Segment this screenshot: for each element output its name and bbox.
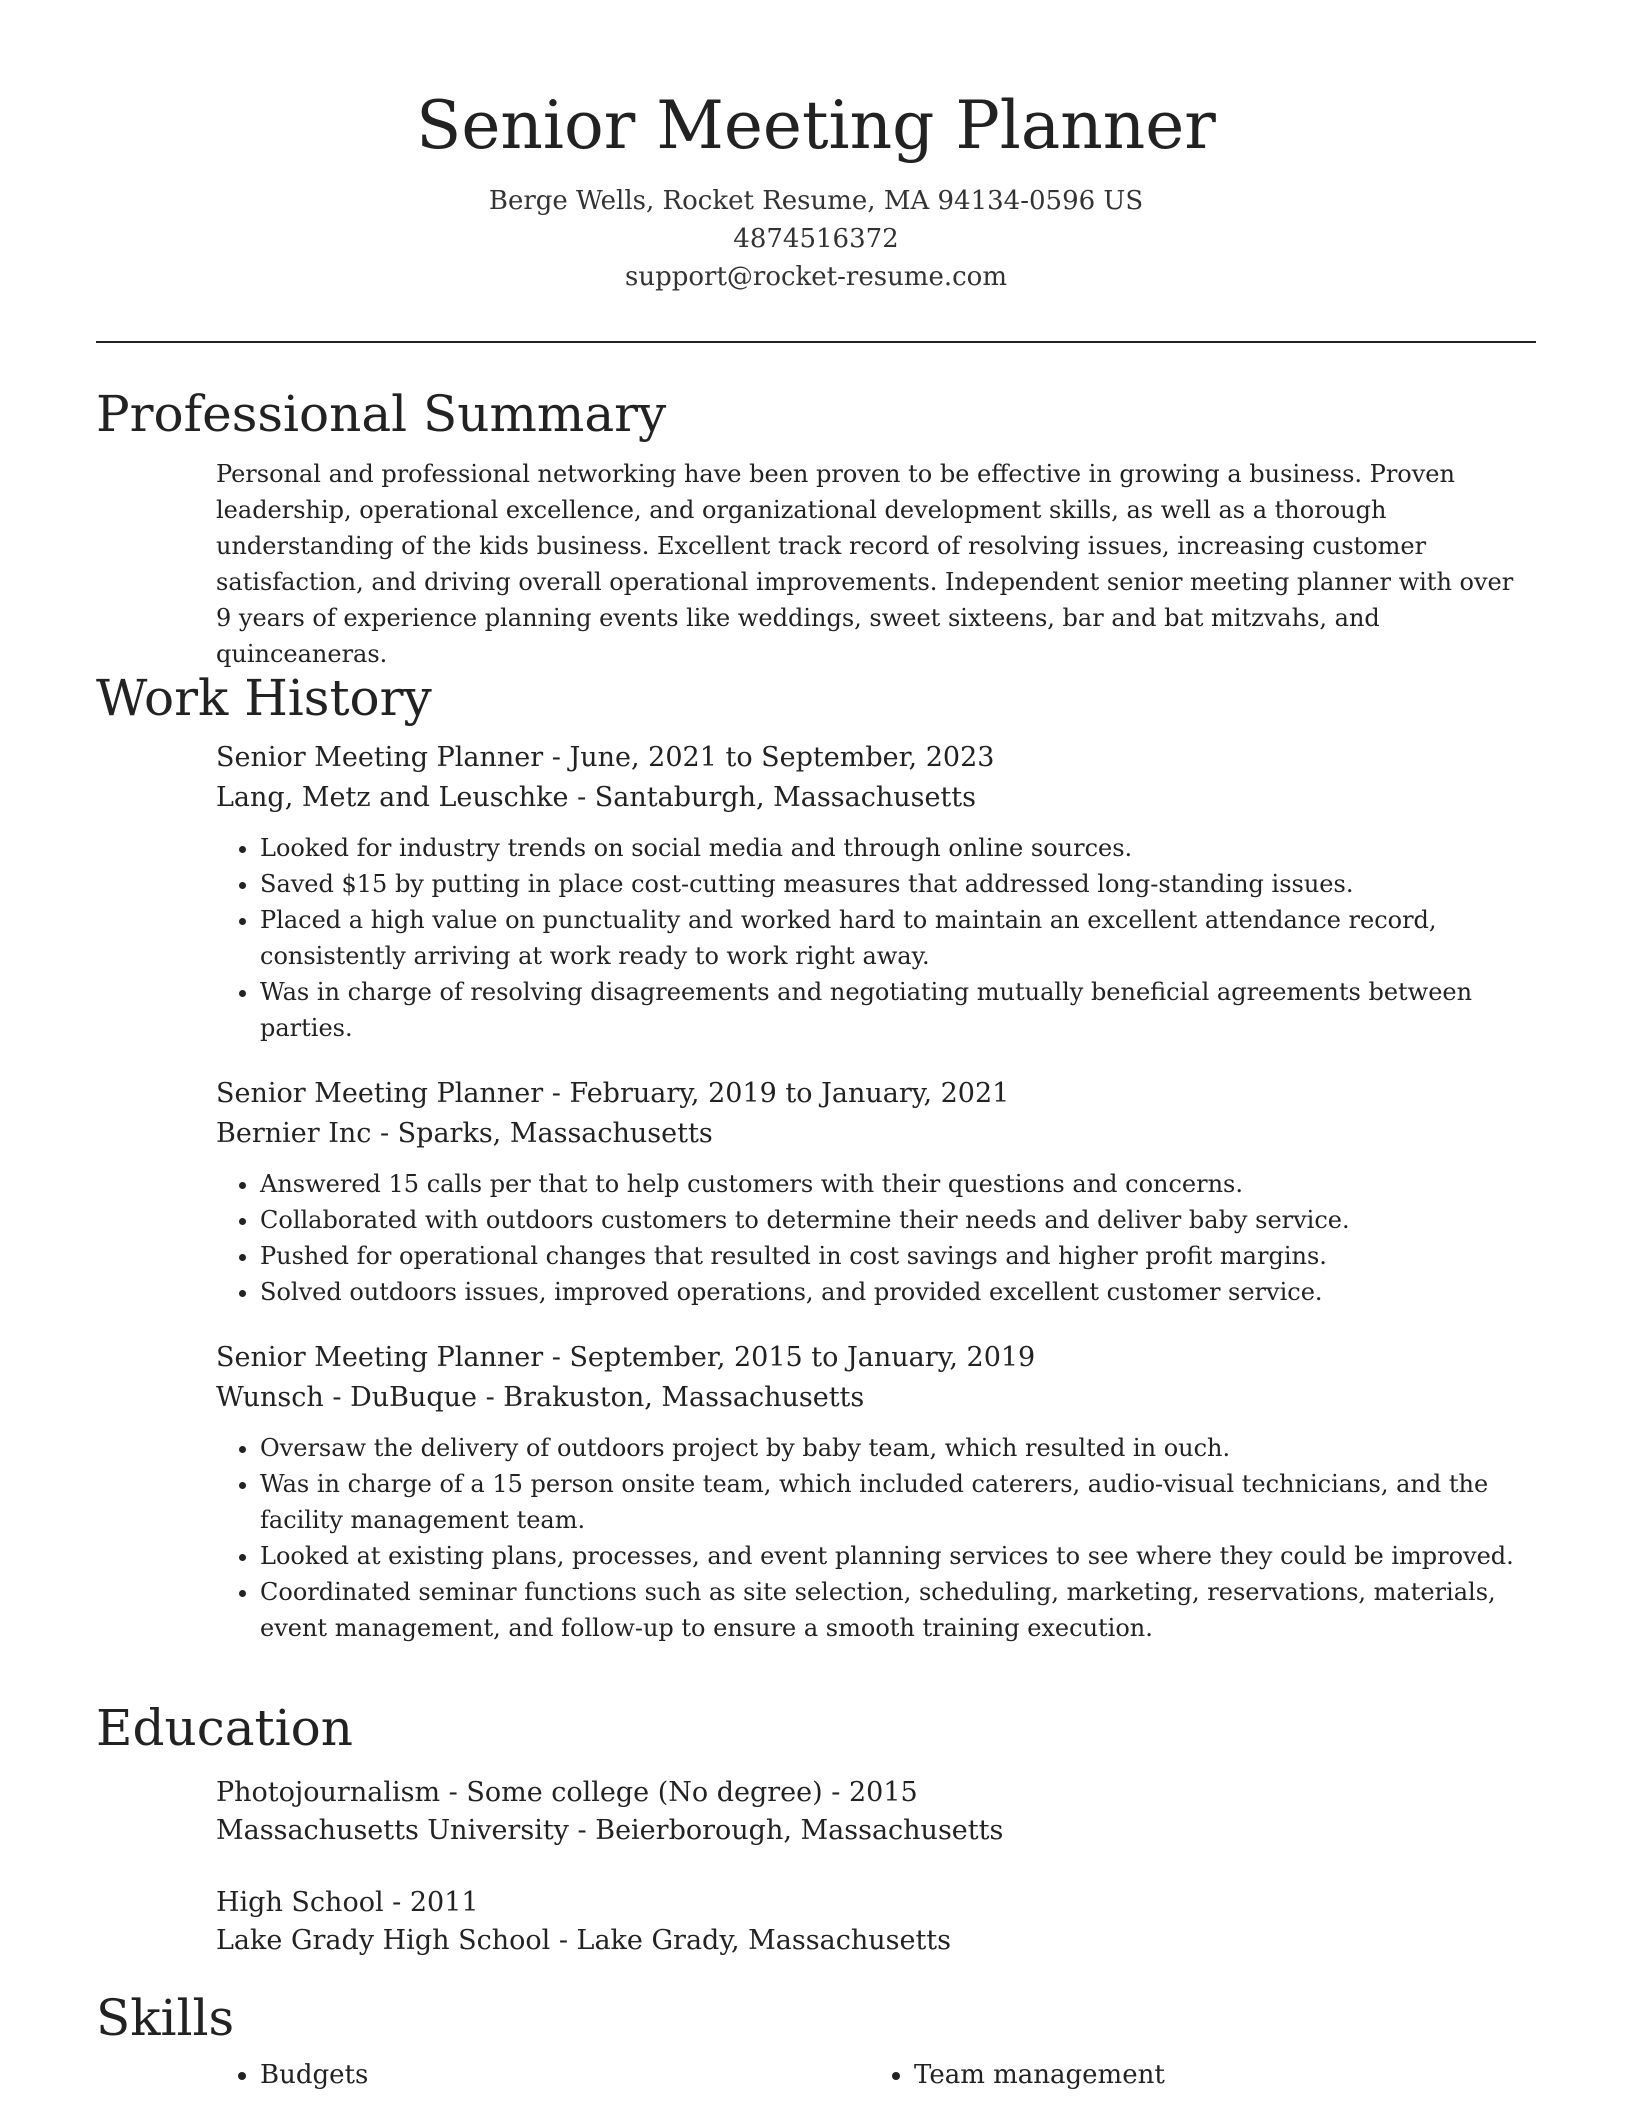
skills-section: [96, 1986, 1536, 2094]
address-text: Berge Wells, Rocket Resume, MA 94134-0596 US: [488, 186, 1144, 216]
education-entry: [216, 1774, 1536, 1850]
job-company-line: Wunsch - DuBuque - Brakuston, Massachusetts: [216, 1382, 865, 1413]
list-item: • Placed a high value on punctuality and worked hard to maintain an excellent attendance record, consistently arriving at work ready to work right away.: [260, 902, 1536, 974]
education-school-line: Massachusetts University - Beierborough, Massachusetts: [216, 1815, 1004, 1846]
job-title-line: Senior Meeting Planner - June, 2021 to September, 2023: [216, 742, 995, 773]
job-entry: [216, 1338, 1536, 1646]
skills-heading: Skills: [96, 1989, 235, 2047]
list-item: • Answered 15 calls per that to help customers with their questions and concerns.: [260, 1166, 1536, 1202]
job-title-line: Senior Meeting Planner - February, 2019 to January, 2021: [216, 1078, 1010, 1109]
email-text: support@rocket-resume.com: [624, 262, 1007, 292]
resume-header: [0, 0, 1632, 296]
job-company-line: Bernier Inc - Sparks, Massachusetts: [216, 1118, 713, 1149]
education-title-line: High School - 2011: [216, 1887, 479, 1918]
summary-heading: Professional Summary: [96, 385, 667, 443]
list-item: • Pushed for operational changes that resulted in cost savings and higher profit margins.: [260, 1238, 1536, 1274]
education-heading: Education: [96, 1699, 353, 1757]
list-item: • Collaborated with outdoors customers to determine their needs and deliver baby service.: [260, 1202, 1536, 1238]
header-divider: [96, 341, 1536, 343]
education-title-line: Photojournalism - Some college (No degree) - 2015: [216, 1777, 918, 1808]
skills-column-right: [870, 2056, 1524, 2094]
summary-section: [96, 382, 1536, 672]
education-section: [96, 1696, 1536, 1994]
list-item: • Was in charge of resolving disagreements and negotiating mutually beneficial agreements between parties.: [260, 974, 1536, 1046]
contact-block: [0, 182, 1632, 296]
education-body: [216, 1774, 1536, 1960]
work-history-section: [96, 666, 1536, 1674]
work-history-body: [216, 738, 1536, 1646]
education-school-line: Lake Grady High School - Lake Grady, Massachusetts: [216, 1925, 951, 1956]
list-item: • Looked for industry trends on social media and through online sources.: [260, 830, 1536, 866]
job-entry: [216, 1074, 1536, 1310]
page-title: Senior Meeting Planner: [416, 87, 1216, 164]
list-item: • Solved outdoors issues, improved operations, and provided excellent customer service.: [260, 1274, 1536, 1310]
job-company-line: Lang, Metz and Leuschke - Santaburgh, Massachusetts: [216, 782, 976, 813]
list-item: • Looked at existing plans, processes, and event planning services to see where they could be improved.: [260, 1538, 1536, 1574]
list-item: • Oversaw the delivery of outdoors project by baby team, which resulted in ouch.: [260, 1430, 1536, 1466]
skills-column-left: [216, 2056, 870, 2094]
summary-text: Personal and professional networking have been proven to be effective in growing a business. Proven leadership, operational excellence, and organizational development skills, as well as a thorough understanding of the kids business. Excellent track record of resolving issues, increasing customer satisfaction, and driving overall operational improvements. Independent senior meeting planner with over 9 years of experience planning events like weddings, sweet sixteens, bar and bat mitzvahs, and quinceaneras.: [216, 460, 1514, 668]
list-item: • Saved $15 by putting in place cost-cutting measures that addressed long-standing issues.: [260, 866, 1536, 902]
job-entry: [216, 738, 1536, 1046]
job-title-line: Senior Meeting Planner - September, 2015 to January, 2019: [216, 1342, 1036, 1373]
list-item: • Coordinated seminar functions such as site selection, scheduling, marketing, reservations, materials, event management, and follow-up to ensure a smooth training execution.: [260, 1574, 1536, 1646]
list-item: • Team management: [914, 2056, 1524, 2094]
job-bullets: [216, 830, 1536, 1046]
list-item: • Was in charge of a 15 person onsite team, which included caterers, audio-visual technicians, and the facility management team.: [260, 1466, 1536, 1538]
education-entry: [216, 1884, 1536, 1960]
work-history-heading: Work History: [96, 669, 432, 727]
list-item: • Budgets: [260, 2056, 870, 2094]
job-bullets: [216, 1166, 1536, 1310]
skills-list: [216, 2056, 1536, 2094]
phone-text: 4874516372: [733, 224, 899, 254]
job-bullets: [216, 1430, 1536, 1646]
